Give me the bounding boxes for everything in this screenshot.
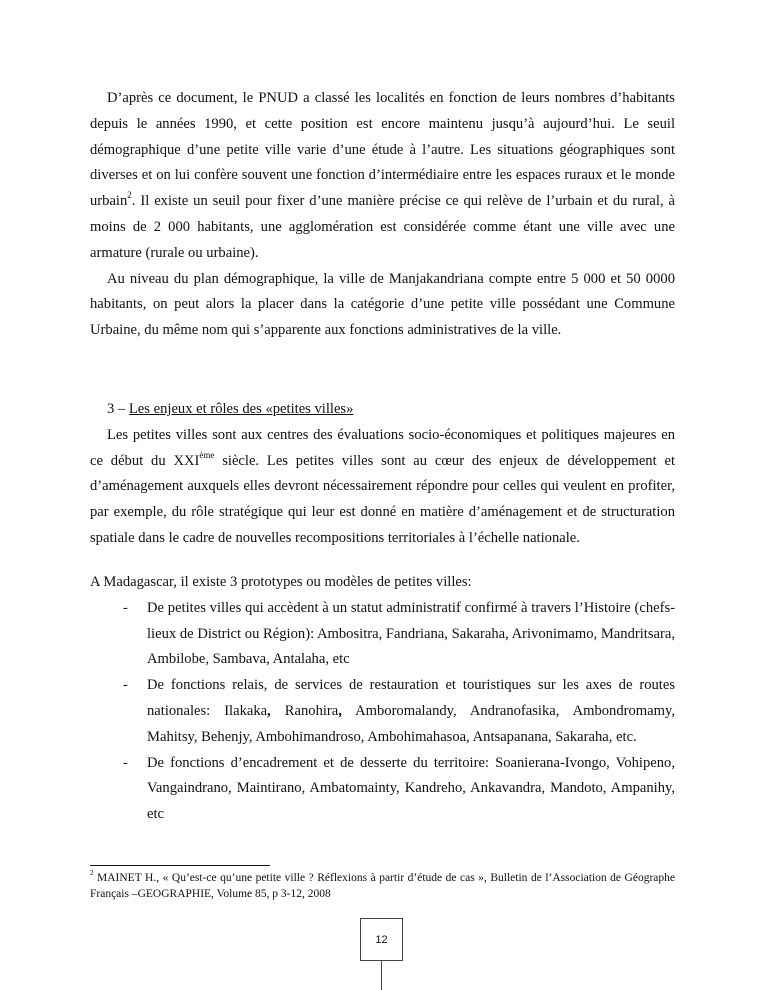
- section-number: 3 –: [107, 401, 129, 417]
- footnote-separator: [90, 865, 270, 866]
- list-item: - De petites villes qui accèdent à un statut administratif confirmé à travers l’Histoire (chefs-lieux de District ou Région): Ambositra, Fandriana, Sakaraha, Arivonimamo, Mandritsara, Ambilobe, Sambava, Antalaha, etc: [147, 596, 675, 673]
- footnote-reference: 2: [127, 190, 132, 201]
- section-heading: [90, 397, 675, 423]
- section-title: Les enjeux et rôles des «petites villes»: [128, 401, 354, 417]
- footnote: [90, 870, 675, 902]
- paragraph-prototypes: A Madagascar, il existe 3 prototypes ou modèles de petites villes:: [90, 574, 472, 590]
- list-item: - De fonctions d’encadrement et de desserte du territoire: Soanierana-Ivongo, Vohipeno, Vangaindrano, Maintirano, Ambatomainty, Kandreho, Ankavandra, Mandoto, Ampanihy, etc: [147, 751, 675, 828]
- enjeux-section: [90, 397, 675, 552]
- paragraph-manjakandriana: Au niveau du plan démographique, la ville de Manjakandriana compte entre 5 000 et 50 0000 habitants, on peut alors la placer dans la catégorie d’une petite ville possédant une Commune Urbaine, du même nom qui s’apparente aux fonctions administratives de la ville.: [90, 270, 675, 339]
- page-number: 12: [360, 918, 403, 961]
- superscript-eme: ème: [199, 449, 215, 460]
- footnote-number: 2: [90, 869, 94, 878]
- list-item: - De fonctions relais, de services de restauration et touristiques sur les axes de routes nationales: Ilakaka, Ranohira, Amboromalandy, Andranofasika, Ambondromamy, Mahitsy, Behenjy, Ambohimandroso, Ambohimahasoa, Antsapanana, Sakaraha, etc.: [147, 673, 675, 750]
- paragraph-pnud-classification: D’après ce document, le PNUD a classé les localités en fonction de leurs nombres d’habitants depuis le années 1990, et cette position est encore maintenu jusqu’à aujourd’hui. Le seuil démographique d’une petite ville varie d’une étude à l’autre. Les situations géographiques sont diverses et on lui confère souvent une fonction d’intermédiaire entre les espaces ruraux et le monde urbain$^2$. Il existe un seuil pour fixer d’une manière précise ce qui relève de l’urbain et du rural, à moins de 2 000 habitants, une agglomération est considérée comme étant une ville avec une armature (rurale ou urbaine).: [90, 90, 675, 261]
- prototype-list: [90, 596, 675, 828]
- paragraph-petites-villes: Les petites villes sont aux centres des évaluations socio-économiques et politiques majeures en ce début du XXIème siècle. Les petites villes sont au cœur des enjeux de développement et d’aménagement auxquels elles devront nécessairement répondre pour celles qui veulent en profiter, par exemple, du rôle stratégique qui leur est donné en matière d’aménagement et de structuration spatiale dans le cadre de nouvelles recompositions territoriales à l’échelle nationale.: [90, 426, 675, 546]
- footnote-text: MAINET H., « Qu’est-ce qu’une petite ville ? Réflexions à partir d’étude de cas », Bulletin de l’Association de Géographe Français –GEOGRAPHIE, Volume 85, p 3-12, 2008: [90, 872, 675, 900]
- madagascar-section: [90, 570, 675, 828]
- page-number-line: [381, 961, 382, 990]
- intro-section: [90, 86, 675, 344]
